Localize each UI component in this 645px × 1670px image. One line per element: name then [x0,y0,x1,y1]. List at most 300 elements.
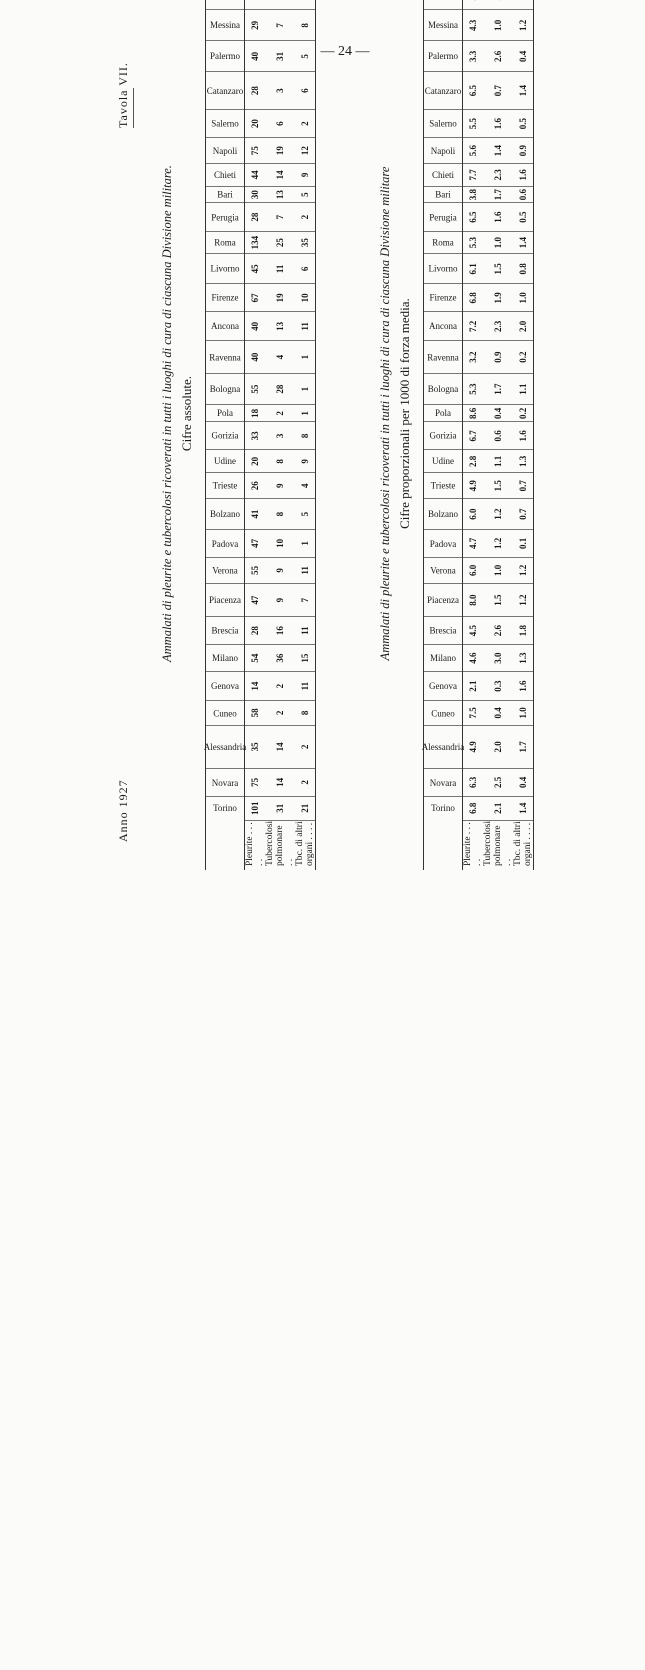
column-header-label: Firenze [429,292,457,303]
table-row [483,0,513,870]
table-cell: 2.1 [483,796,513,820]
table-cell: 12 [295,138,316,164]
table-cell: 3.8 [463,186,484,203]
table-cell: 4.3 [463,10,484,41]
table-cell: 2 [295,203,316,232]
table-cell: 55 [245,557,266,584]
column-header [424,499,463,530]
table-cell: 2.6 [483,617,513,645]
table-cell: 1.4 [513,796,534,820]
table-cell: 1.6 [513,672,534,701]
table-cell: 11 [295,312,316,341]
column-header-label: Trieste [212,480,238,491]
table-cell: 1.7 [513,725,534,769]
column-header-label: Brescia [429,625,457,636]
column-header [206,473,245,499]
table-cell: 1.7 [483,373,513,405]
table-cell: 13 [265,186,295,203]
table-cell: 6.8 [463,796,484,820]
table-row [463,0,484,870]
column-header-label: Salerno [429,118,457,129]
table-cell: 36 [265,645,295,672]
column-header [206,645,245,672]
proportional-figures-table [423,0,534,870]
table-cell: 11 [295,557,316,584]
column-header [206,557,245,584]
table-cell: 1.4 [483,138,513,164]
table-cell: 1.6 [513,163,534,186]
table-cell: 1.2 [513,557,534,584]
column-header [424,138,463,164]
table-cell: 5 [295,41,316,72]
column-header [206,450,245,473]
column-header-label: Perugia [429,212,457,223]
column-header [206,109,245,138]
column-header [206,284,245,312]
column-header-label: Piacenza [209,595,241,606]
table-cell: 11 [265,254,295,284]
table-cell [463,0,484,10]
column-header [206,341,245,374]
table-cell: 6 [295,72,316,109]
table-cell: 1.4 [513,231,534,254]
column-header [203,725,247,769]
table-row [513,0,534,870]
column-header-label: Roma [432,237,454,248]
column-header-label: Milano [430,653,456,664]
stub-header [206,820,245,870]
column-header [424,312,463,341]
table-cell: 1.0 [513,284,534,312]
column-header [424,254,463,284]
column-header [424,450,463,473]
table-cell: 19 [265,284,295,312]
absolute-figures-table [205,0,316,870]
column-header [206,0,245,10]
table-cell: 11 [295,617,316,645]
table-cell: 0.4 [513,41,534,72]
table-cell: 21 [295,796,316,820]
table-cell: 4 [295,473,316,499]
table-cell: 6.5 [463,203,484,232]
column-header-label: Genova [211,681,239,692]
column-header-label: Napoli [430,145,456,156]
table-cell: 47 [245,584,266,617]
column-header-label: Milano [212,653,238,664]
table-cell: 2.3 [483,312,513,341]
column-header [424,231,463,254]
column-header [424,405,463,422]
column-header-label: Trieste [430,480,456,491]
table-cell: 0.4 [483,405,513,422]
table-cell: 7 [265,10,295,41]
table-cell: 75 [245,769,266,797]
column-header [206,231,245,254]
column-header-label: Livorno [210,263,240,274]
column-header-label: Torino [213,803,237,814]
table-cell: 1 [295,341,316,374]
proportional-figures-section [378,19,578,1670]
column-header [206,186,245,203]
column-header [206,796,245,820]
table-cell: 14 [265,163,295,186]
column-header [206,163,245,186]
table-cell: 2 [265,672,295,701]
table-cell: 47 [245,530,266,558]
year-label: Anno 1927 [116,779,130,842]
table-cell: 4 [265,341,295,374]
table-cell: 5.3 [463,231,484,254]
absolute-figures-table-block [160,0,316,870]
column-header [206,499,245,530]
table-cell: 11 [295,672,316,701]
column-header-label: Pola [434,408,452,419]
table-cell: 6 [295,254,316,284]
table-cell: 0.4 [483,701,513,726]
table-cell: 30 [245,186,266,203]
table-cell: 2 [295,109,316,138]
table-cell: 1.0 [483,557,513,584]
stub-header [424,820,463,870]
table-cell: 28 [245,617,266,645]
table-cell [265,0,295,10]
column-header [206,312,245,341]
table-cell: 9 [265,557,295,584]
table-cell: 6.0 [463,557,484,584]
column-header-label: Messina [210,20,240,31]
table-cell: 20 [245,450,266,473]
table-cell: 3.0 [483,645,513,672]
column-header-label: Ravenna [427,352,459,363]
row-label: Tubercolosi polmonare . . [265,820,295,866]
table-cell: 45 [245,254,266,284]
table-cell: 9 [265,473,295,499]
column-header-label: Cuneo [431,707,455,718]
column-header-label: Novara [429,777,457,788]
table-cell: 1 [295,373,316,405]
table-cell: 7.5 [463,701,484,726]
table-cell: 8 [295,701,316,726]
plate-label: Tavola VII. [116,62,134,128]
table-cell: 134 [245,231,266,254]
table-cell: 67 [245,284,266,312]
table-cell: 1 [295,405,316,422]
table-cell: 20 [245,109,266,138]
table-cell: 0.7 [483,72,513,109]
table-cell: 75 [245,138,266,164]
table-cell: 8.0 [463,584,484,617]
column-header-label: Verona [430,565,456,576]
column-header [421,725,465,769]
table-cell: 0.9 [513,138,534,164]
table-cell: 0.8 [513,254,534,284]
column-header [206,72,245,109]
table-cell: 8 [265,499,295,530]
table-cell: 2 [295,769,316,797]
table-cell: 1.8 [513,617,534,645]
table-cell: 6.3 [463,769,484,797]
table-row [265,0,295,870]
table-cell: 0.7 [513,473,534,499]
table-cell: 58 [245,701,266,726]
column-header-label: Ancona [211,321,239,332]
table-cell: 31 [265,41,295,72]
table-cell: 18 [245,405,266,422]
column-header [424,10,463,41]
column-header [424,422,463,450]
column-header-label: Padova [211,538,239,549]
row-label: Tbc. di altri organi . . . . [295,820,316,870]
column-header [206,769,245,797]
table-cell: 29 [245,10,266,41]
table-cell: 1.7 [483,186,513,203]
table-cell: 5.5 [463,109,484,138]
column-header [206,254,245,284]
table-cell: 0.7 [513,499,534,530]
column-header [206,701,245,726]
table-cell: 14 [245,672,266,701]
table-cell: 1.6 [483,203,513,232]
table-cell: 1.3 [513,450,534,473]
table-cell: 1.1 [513,373,534,405]
table-cell: 0.9 [483,341,513,374]
column-header-label: Udine [432,456,454,467]
column-header-label: Napoli [212,145,238,156]
table-cell: 2 [295,725,316,769]
table-cell: 10 [295,284,316,312]
column-header [424,41,463,72]
table-cell: 3 [265,72,295,109]
table-cell: 3.2 [463,341,484,374]
table-cell: 1.5 [483,473,513,499]
column-header-label: Palermo [210,51,240,62]
table-cell: 0.2 [513,405,534,422]
table-cell: 1.5 [483,254,513,284]
table-cell: 2.1 [463,672,484,701]
table-cell: 0.3 [483,672,513,701]
column-header-label: Palermo [428,51,458,62]
table-cell: 7 [295,584,316,617]
table-cell: 2.6 [483,41,513,72]
column-header-label: Verona [212,565,238,576]
table-title: Ammalati di pleurite e tubercolosi ricoverati in tutti i luoghi di cura di ciascuna Divisione militare [378,166,392,661]
column-header [424,530,463,558]
table-cell: 40 [245,41,266,72]
table-cell [245,0,266,10]
column-header-label: Brescia [211,625,239,636]
table-cell: 6 [265,109,295,138]
column-header-label: Gorizia [429,430,457,441]
table-subtitle: Cifre assolute. [179,375,194,452]
column-header [424,557,463,584]
column-header-label: Bari [217,189,233,200]
table-cell: 26 [245,473,266,499]
table-cell: 14 [265,769,295,797]
column-header [424,341,463,374]
column-header [206,422,245,450]
table-cell: 40 [245,341,266,374]
column-header [424,769,463,797]
column-header-label: Roma [214,237,236,248]
row-label: Pleurite . . . . . [245,822,265,866]
column-header-label: Salerno [211,118,239,129]
column-header [206,530,245,558]
column-header-label: Genova [429,681,457,692]
table-cell: 8 [295,10,316,41]
column-header-label: Ravenna [209,352,241,363]
table-cell: 1.2 [513,10,534,41]
column-header-label: Bari [435,189,451,200]
column-header-label: Bologna [209,384,241,395]
table-cell: 14 [265,725,295,769]
column-header [424,72,463,109]
table-cell: 4.9 [463,473,484,499]
table-cell: 0.4 [513,769,534,797]
table-cell: 4.7 [463,530,484,558]
table-cell: 5 [295,499,316,530]
column-header [206,617,245,645]
table-cell: 1.9 [483,284,513,312]
column-header-label: Piacenza [427,595,459,606]
column-header [206,672,245,701]
table-cell: 1 [295,530,316,558]
table-cell: 28 [265,373,295,405]
table-cell: 19 [265,138,295,164]
table-cell: 4.5 [463,617,484,645]
column-header [424,284,463,312]
column-header [424,186,463,203]
row-label: Tbc. di altri organi . . . . [513,820,534,870]
column-header [424,373,463,405]
table-subtitle: Cifre proporzionali per 1000 di forza media. [397,298,412,529]
column-header-label: Chieti [214,169,236,180]
table-cell [295,0,316,10]
table-cell: 2.8 [463,450,484,473]
table-cell: 1.4 [513,72,534,109]
column-header [424,163,463,186]
table-cell: 6.7 [463,422,484,450]
column-header [206,10,245,41]
table-cell: 31 [265,796,295,820]
table-cell: 2.0 [483,725,513,769]
table-cell: 5 [295,186,316,203]
table-cell: 0.5 [513,109,534,138]
table-cell: 44 [245,163,266,186]
table-cell: 4.9 [463,725,484,769]
column-header [424,0,463,10]
table-cell: 1.0 [483,231,513,254]
table-cell: 6.1 [463,254,484,284]
table-cell: 2 [265,701,295,726]
table-cell: 2.0 [513,312,534,341]
column-header-label: Catanzaro [206,85,244,96]
table-cell: 1.2 [513,584,534,617]
column-header-label: Cuneo [213,707,237,718]
column-header-label: Perugia [211,212,239,223]
table-cell: 7.2 [463,312,484,341]
column-header-label: Ancona [429,321,457,332]
table-cell: 1.2 [483,499,513,530]
table-cell: 8.6 [463,405,484,422]
table-cell: 9 [295,450,316,473]
table-cell: 0.1 [513,530,534,558]
column-header [424,645,463,672]
table-cell: 33 [245,422,266,450]
column-header [206,41,245,72]
table-cell: 101 [245,796,266,820]
table-cell [513,0,534,10]
table-cell: 7.7 [463,163,484,186]
table-cell: 1.1 [483,450,513,473]
column-header [206,584,245,617]
column-header [424,473,463,499]
table-row [295,0,316,870]
table-cell: 1.0 [513,701,534,726]
column-header-label: Bolzano [428,509,458,520]
column-header [424,584,463,617]
table-cell: 7 [265,203,295,232]
column-header-label: Firenze [211,292,239,303]
column-header [424,109,463,138]
table-cell: 3.3 [463,41,484,72]
column-header [424,617,463,645]
table-cell: 2.3 [483,163,513,186]
table-cell: 54 [245,645,266,672]
table-cell: 9 [295,163,316,186]
column-header-label: Udine [214,456,236,467]
table-cell: 3 [265,422,295,450]
table-cell: 0.6 [483,422,513,450]
table-cell: 15 [295,645,316,672]
column-header-label: Livorno [428,263,458,274]
table-cell: 6.5 [463,72,484,109]
table-cell: 2 [265,405,295,422]
header-row [206,0,245,870]
table-cell: 5.6 [463,138,484,164]
table-title: Ammalati di pleurite e tubercolosi ricoverati in tutti i luoghi di cura di ciascuna Divisione militare. [160,165,174,662]
column-header-label: Alessandria [203,741,247,752]
column-header [424,701,463,726]
table-cell: 1.6 [513,422,534,450]
table-cell: 40 [245,312,266,341]
column-header [206,405,245,422]
table-cell: 16 [265,617,295,645]
column-header-label: Bolzano [210,509,240,520]
column-header-label: Alessandria [421,741,465,752]
table-cell [483,0,513,10]
row-label: Tubercolosi polmonare . . [483,820,513,866]
column-header [424,796,463,820]
column-header-label: Chieti [432,169,454,180]
column-header-label: Novara [211,777,239,788]
column-header-label: Catanzaro [424,85,462,96]
column-header [206,138,245,164]
table-cell: 1.6 [483,109,513,138]
proportional-figures-table-block [378,0,534,870]
table-cell: 28 [245,203,266,232]
column-header-label: Torino [431,803,455,814]
table-cell: 1.2 [483,530,513,558]
table-cell: 6.0 [463,499,484,530]
column-header [424,203,463,232]
table-cell: 0.6 [513,186,534,203]
table-cell: 55 [245,373,266,405]
header-row [424,0,463,870]
column-header-label: Pola [216,408,234,419]
table-cell: 1.3 [513,645,534,672]
table-cell: 41 [245,499,266,530]
column-header [424,672,463,701]
